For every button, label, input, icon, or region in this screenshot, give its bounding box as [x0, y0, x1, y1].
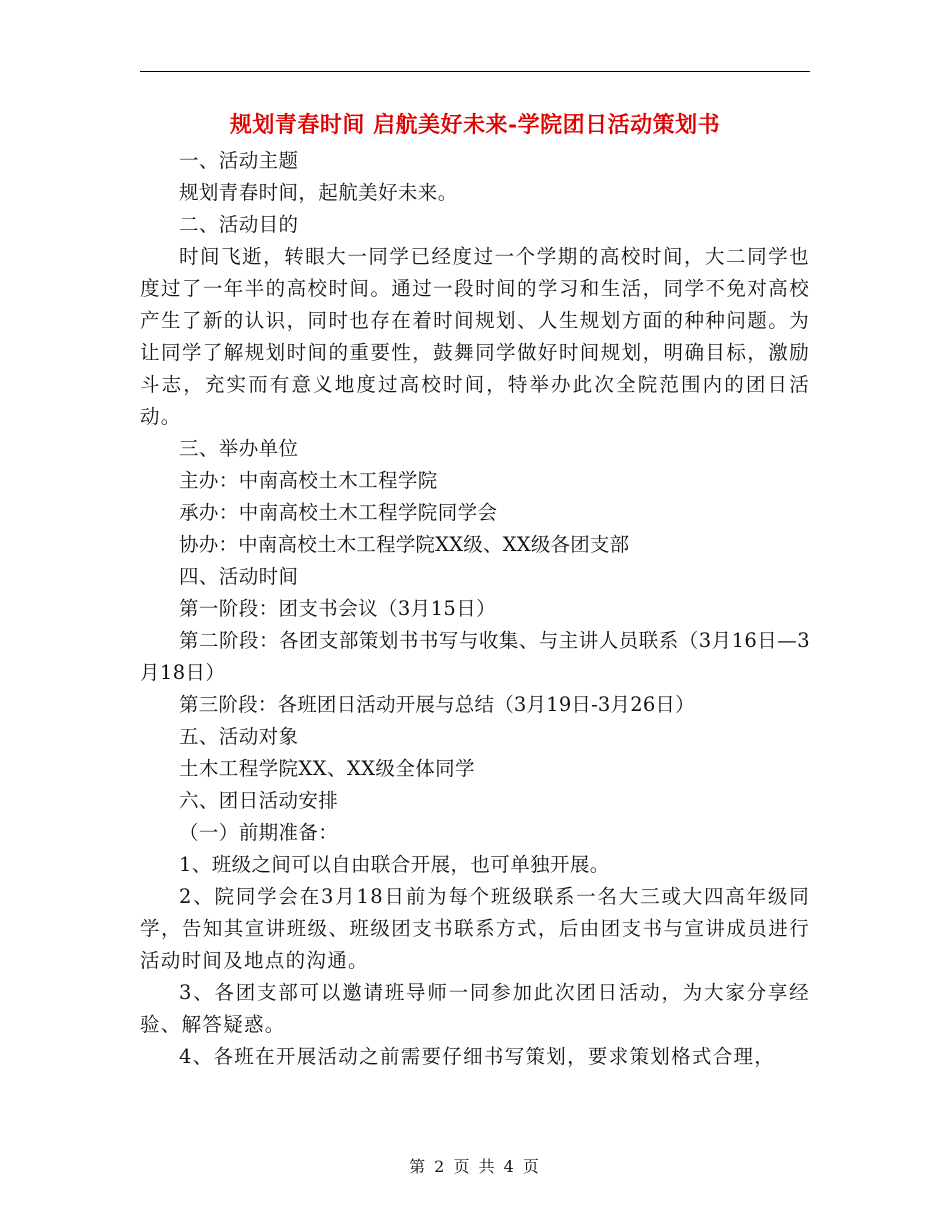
paragraph-theme: 规划青春时间，起航美好未来。 [179, 181, 458, 204]
section-heading-theme: 一、活动主题 [179, 149, 299, 172]
paragraph-stage-two: 第二阶段：各团支部策划书书写与收集、与主讲人员联系（3月16日—3月18日） [140, 629, 810, 684]
paragraph-audience: 土木工程学院XX、XX级全体同学 [179, 757, 475, 780]
section-heading-time: 四、活动时间 [179, 565, 299, 588]
header-rule [140, 71, 810, 72]
paragraph-purpose: 时间飞逝，转眼大一同学已经度过一个学期的高校时间，大二同学也度过了一年半的高校时间。通过一段时间的学习和生活，同学不免对高校产生了新的认识，同时也存在着时间规划、人生规划方面的种种问题。为让同学了解规划时间的重要性，鼓舞同学做好时间规划，明确目标，激励斗志，充实而有意义地度过高校时间，特举办此次全院范围内的团日活动。 [140, 245, 810, 428]
paragraph-stage-one: 第一阶段：团支书会议（3月15日） [179, 597, 497, 620]
section-heading-arrangement: 六、团日活动安排 [179, 789, 339, 812]
list-item-3: 3、各团支部可以邀请班导师一同参加此次团日活动，为大家分享经验、解答疑惑。 [140, 981, 810, 1036]
paragraph-co-organizer: 协办：中南高校土木工程学院XX级、XX级各团支部 [179, 533, 630, 556]
list-item-4: 4、各班在开展活动之前需要仔细书写策划，要求策划格式合理， [179, 1045, 776, 1068]
section-heading-audience: 五、活动对象 [179, 725, 299, 748]
section-heading-organizers: 三、举办单位 [179, 437, 299, 460]
list-item-1: 1、班级之间可以自由联合开展，也可单独开展。 [179, 853, 610, 876]
paragraph-organizer: 承办：中南高校土木工程学院同学会 [179, 501, 498, 524]
paragraph-stage-three: 第三阶段：各班团日活动开展与总结（3月19日-3月26日） [179, 693, 695, 716]
section-heading-purpose: 二、活动目的 [179, 213, 299, 236]
subheading-preparation: （一）前期准备： [179, 821, 339, 844]
document-title: 规划青春时间 启航美好未来-学院团日活动策划书 [229, 112, 721, 138]
paragraph-host: 主办：中南高校土木工程学院 [179, 469, 438, 492]
page-number: 第 2 页 共 4 页 [409, 1157, 541, 1176]
list-item-2: 2、院同学会在3月18日前为每个班级联系一名大三或大四高年级同学，告知其宣讲班级、班级团支书联系方式，后由团支书与宣讲成员进行活动时间及地点的沟通。 [140, 885, 810, 972]
document-body [140, 145, 810, 1073]
